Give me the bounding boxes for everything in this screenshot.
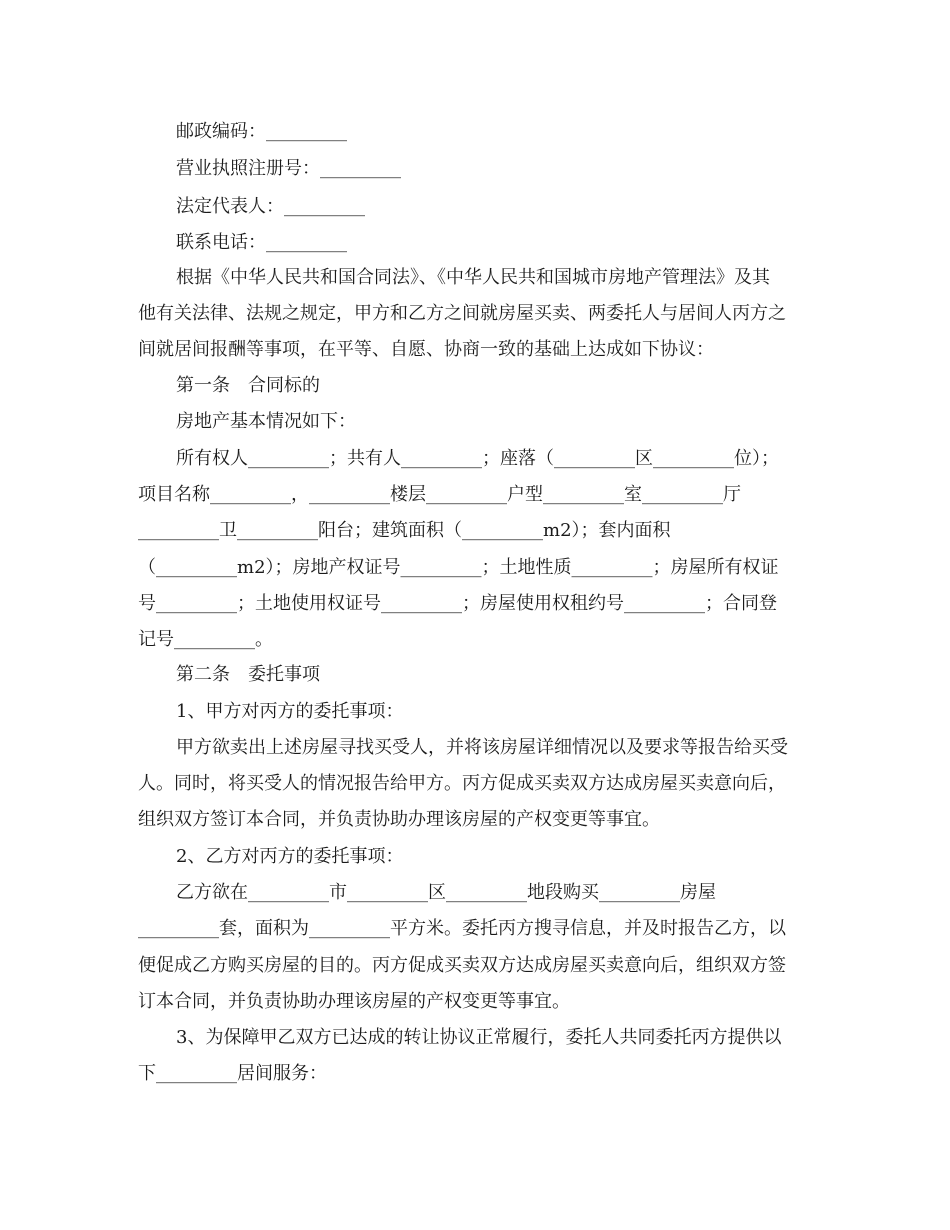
joint-entrustment-line-1: 3、为保障甲乙双方已达成的转让协议正常履行，委托人共同委托丙方提供以: [176, 1027, 782, 1048]
property-detail-line-2: 项目名称_________，_________楼层_________户型_________室_________厅: [138, 484, 741, 505]
party-a-entrustment-line-2: 人。同时，将买受人的情况报告给甲方。丙方促成买卖双方达成房屋买卖意向后，: [138, 773, 786, 794]
preamble-line-1: 根据《中华人民共和国合同法》、《中华人民共和国城市房地产管理法》及其: [176, 267, 770, 288]
property-detail-line-1: 所有权人_________；共有人_________；座落（_________区_________位）；: [176, 448, 779, 469]
postal-code-line: 邮政编码：_________: [176, 121, 347, 142]
party-b-entrustment-line-4: 订本合同，并负责协助办理该房屋的产权变更等事宜。: [138, 991, 570, 1012]
business-license-line: 营业执照注册号：_________: [176, 158, 401, 179]
party-a-entrustment-heading: 1、甲方对丙方的委托事项：: [176, 701, 404, 722]
joint-entrustment-line-2: 下_________居间服务：: [138, 1063, 327, 1084]
property-info-intro: 房地产基本情况如下：: [176, 411, 356, 432]
preamble-line-2: 他有关法律、法规之规定，甲方和乙方之间就房屋买卖、两委托人与居间人丙方之: [138, 303, 786, 324]
party-a-entrustment-line-1: 甲方欲卖出上述房屋寻找买受人，并将该房屋详细情况以及要求等报告给买受: [176, 737, 788, 758]
property-detail-line-6: 记号_________。: [138, 629, 273, 650]
legal-representative-line: 法定代表人：_________: [176, 196, 365, 217]
party-b-entrustment-heading: 2、乙方对丙方的委托事项：: [176, 846, 404, 867]
party-b-entrustment-line-1: 乙方欲在_________市_________区_________地段购买_________房屋: [176, 882, 716, 903]
property-detail-line-5: 号_________；土地使用权证号_________；房屋使用权租约号_________；合同登: [138, 593, 777, 614]
party-b-entrustment-line-2: _________套，面积为_________平方米。委托丙方搜寻信息，并及时报告乙方，以: [138, 918, 786, 939]
party-b-entrustment-line-3: 便促成乙方购买房屋的目的。丙方促成买卖双方达成房屋买卖意向后，组织双方签: [138, 955, 786, 976]
property-detail-line-3: _________卫_________阳台；建筑面积（_________m2）；套内面积: [138, 520, 671, 541]
property-detail-line-4: （_________m2）；房地产权证号_________；土地性质_________；房屋所有权证: [138, 557, 779, 578]
contact-phone-line: 联系电话：_________: [176, 232, 347, 253]
party-a-entrustment-line-3: 组织双方签订本合同，并负责协助办理该房屋的产权变更等事宜。: [138, 809, 660, 830]
article-2-heading: 第二条 委托事项: [176, 664, 320, 685]
article-1-heading: 第一条 合同标的: [176, 375, 320, 396]
preamble-line-3: 间就居间报酬等事项，在平等、自愿、协商一致的基础上达成如下协议：: [138, 339, 714, 360]
